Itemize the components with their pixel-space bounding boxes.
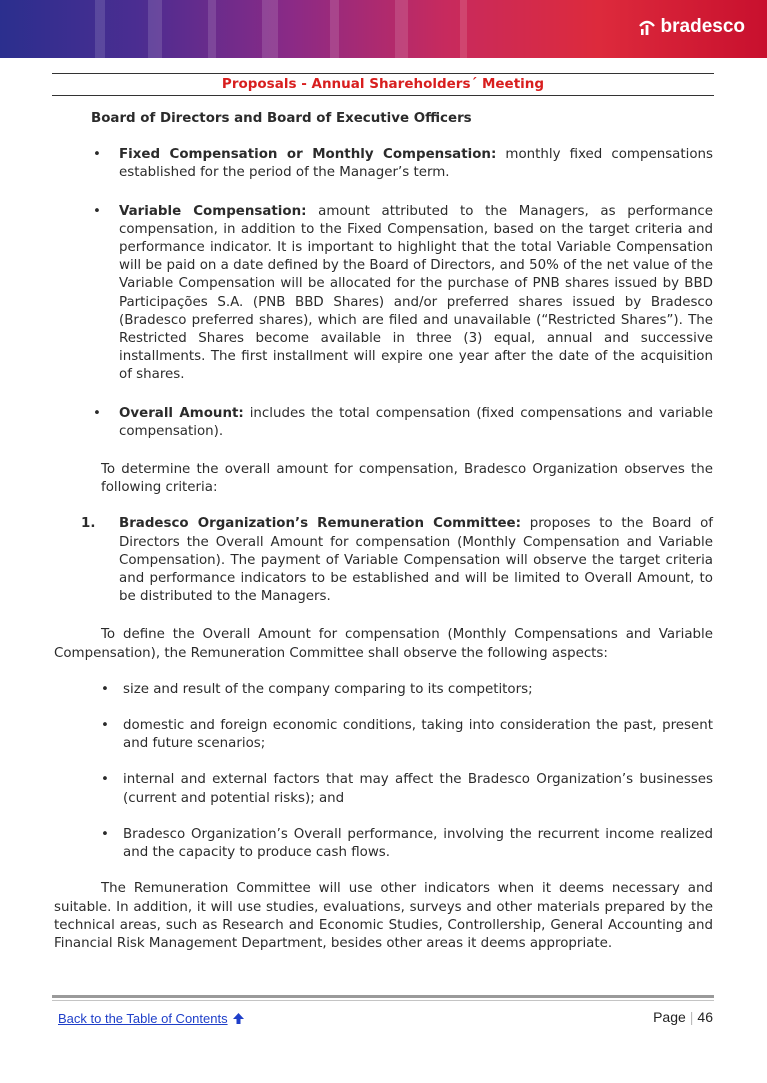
- aspect-text: Bradesco Organization’s Overall performance, involving the recurrent income realized and the capacity to produce cash flows.: [123, 826, 713, 861]
- bradesco-logo: [637, 16, 745, 38]
- bullet-text: includes the total compensation (fixed compensations and variable compensation).: [119, 405, 713, 439]
- bullet-text: amount attributed to the Managers, as performance compensation, in addition to the Fixed Compensation, based on the target criteria and performance indicator. It is important to highlight that the total Variable Compensation will be paid on a date defined by the Board of Directors, and 50% of the net value of the Variable Compensation will be allocated for the purchase of PNB shares issued by BBD Participações S.A. (PNB BBD Shares) and/or preferred shares issued by Bradesco (Bradesco preferred shares), which are filed and unavailable (“Restricted Shares”). The Restricted Shares become available in three (3) equal, annual and successive installments. The first installment will expire one year after the date of the acquisition of shares.: [119, 203, 713, 383]
- bullet-icon: •: [101, 718, 109, 734]
- bullet-icon: •: [93, 405, 101, 421]
- back-to-toc-link[interactable]: [58, 1011, 245, 1026]
- item-text: proposes to the Board of Directors the Overall Amount for compensation (Monthly Compensation and Variable Compensation). The payment of Variable Compensation will observe the target criteria and performance indicators to be established and will be limited to Overall Amount, to be distributed to the Managers.: [119, 516, 713, 605]
- aspect-item: [101, 826, 713, 862]
- footer-rule-thin: [52, 1000, 714, 1001]
- aspect-item: [101, 771, 713, 807]
- aspect-text: domestic and foreign economic conditions, taking into consideration the past, present and future scenarios;: [123, 718, 713, 752]
- aspect-text: size and result of the company comparing to its competitors;: [123, 681, 533, 697]
- bullet-icon: •: [101, 826, 109, 842]
- document-body: [0, 110, 767, 971]
- title-rule-top: [52, 73, 714, 74]
- bullet-lead: Variable Compensation:: [119, 203, 307, 219]
- logo-text: bradesco: [660, 16, 745, 37]
- banner-stripe: [262, 0, 278, 58]
- bullet-icon: •: [93, 203, 101, 219]
- bullet-fixed-compensation: [93, 146, 713, 182]
- header-banner: [0, 0, 767, 58]
- banner-stripe: [208, 0, 216, 58]
- banner-stripe: [148, 0, 162, 58]
- page-label: Page: [653, 1009, 686, 1025]
- aspect-text: internal and external factors that may affect the Bradesco Organization’s businesses (current and potential risks); and: [123, 772, 713, 806]
- bradesco-tree-icon: [637, 17, 657, 37]
- bullet-variable-compensation: [93, 203, 713, 385]
- page-separator: |: [689, 1009, 694, 1025]
- title-rule-bottom: [52, 95, 714, 96]
- section-heading: Board of Directors and Board of Executive Officers: [91, 111, 472, 126]
- banner-stripe: [460, 0, 467, 58]
- closing-paragraph: The Remuneration Committee will use other indicators when it deems necessary and suitable. In addition, it will use studies, evaluations, surveys and other materials prepared by the technical areas, such as Research and Economic Studies, Controllership, General Accounting and Financial Risk Management Department, besides other areas it deems appropriate.: [54, 881, 713, 951]
- banner-stripe: [330, 0, 339, 58]
- item-number: 1.: [81, 516, 96, 532]
- banner-stripe: [395, 0, 408, 58]
- define-paragraph: To define the Overall Amount for compensation (Monthly Compensations and Variable Compensation), the Remuneration Committee shall observe the following aspects:: [54, 627, 713, 661]
- bullet-icon: •: [101, 772, 109, 788]
- page-title: Proposals - Annual Shareholders´ Meeting: [221, 76, 545, 92]
- page-number-value: 46: [697, 1009, 713, 1025]
- page-number: [653, 1009, 713, 1025]
- banner-stripe: [95, 0, 105, 58]
- bullet-icon: •: [101, 681, 109, 697]
- bullet-icon: •: [93, 147, 101, 163]
- numbered-item-remuneration-committee: [81, 515, 713, 606]
- bullet-lead: Fixed Compensation or Monthly Compensation:: [119, 147, 497, 163]
- aspect-item: [101, 681, 713, 699]
- item-lead: Bradesco Organization’s Remuneration Committee:: [119, 516, 521, 532]
- bullet-text: monthly fixed compensations established for the period of the Manager’s term.: [119, 147, 713, 181]
- criteria-intro: To determine the overall amount for compensation, Bradesco Organization observes the following criteria:: [101, 462, 713, 496]
- bullet-lead: Overall Amount:: [119, 405, 244, 421]
- footer-rule: [52, 995, 714, 998]
- bullet-overall-amount: [93, 405, 713, 441]
- back-link-label: Back to the Table of Contents: [58, 1011, 228, 1026]
- arrow-up-icon: [232, 1012, 245, 1025]
- aspect-item: [101, 717, 713, 753]
